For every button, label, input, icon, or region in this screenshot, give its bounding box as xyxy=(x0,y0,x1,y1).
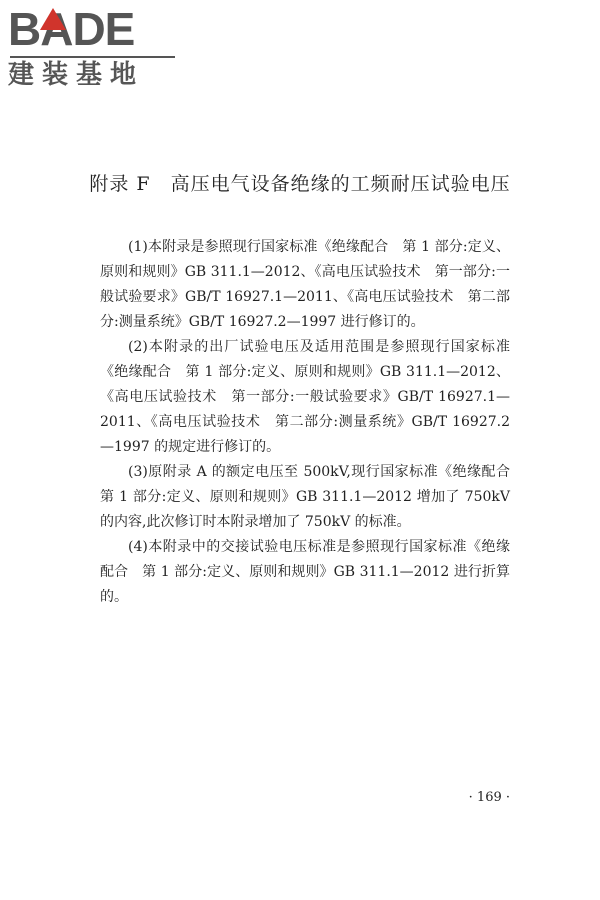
logo-triangle-mark xyxy=(40,8,66,30)
paragraph-2: (2)本附录的出厂试验电压及适用范围是参照现行国家标准《绝缘配合 第 1 部分:定义、原则和规则》GB 311.1—2012、《高电压试验技术 第一部分:一般试验要求》GB/T 16927.1—2011、《高电压试验技术 第二部分:测量系统》GB/T 16927.2—1997 的规定进行修订的。 xyxy=(100,339,510,455)
paragraph-3: (3)原附录 A 的额定电压至 500kV,现行国家标准《绝缘配合 第 1 部分:定义、原则和规则》GB 311.1—2012 增加了 750kV 的内容,此次修订时本附录增加了 750kV 的标准。 xyxy=(100,464,524,530)
document-body xyxy=(100,235,524,610)
paragraph-4: (4)本附录中的交接试验电压标准是参照现行国家标准《绝缘配合 第 1 部分:定义、原则和规则》GB 311.1—2012 进行折算的。 xyxy=(100,539,510,605)
logo-wordmark: BADE xyxy=(8,3,135,55)
logo-divider xyxy=(10,56,175,58)
page-number: · 169 · xyxy=(468,790,510,805)
paragraph-1: (1)本附录是参照现行国家标准《绝缘配合 第 1 部分:定义、原则和规则》GB 311.1—2012、《高电压试验技术 第一部分:一般试验要求》GB/T 16927.1—2011、《高电压试验技术 第二部分:测量系统》GB/T 16927.2—1997 进行修订的。 xyxy=(100,239,510,330)
appendix-title: 附录 F 高压电气设备绝缘的工频耐压试验电压 xyxy=(89,173,511,195)
logo-chinese-name: 建装基地 xyxy=(8,60,145,90)
brand-logo xyxy=(8,4,178,92)
